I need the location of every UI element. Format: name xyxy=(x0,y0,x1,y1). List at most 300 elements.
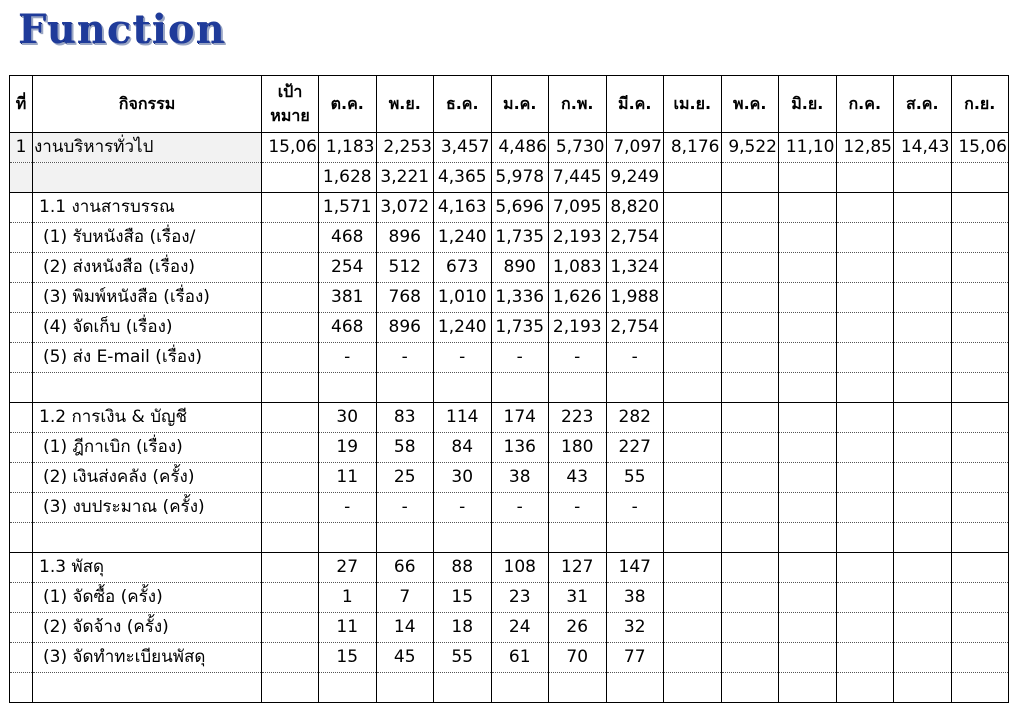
cell-month-value xyxy=(951,673,1009,703)
cell-month-value xyxy=(721,613,779,643)
cell-month-value xyxy=(779,613,837,643)
cell-month-value: 84 xyxy=(434,433,492,463)
cell-month-value: 58 xyxy=(376,433,434,463)
cell-month-value xyxy=(721,583,779,613)
cell-month-value xyxy=(836,403,894,433)
cell-no xyxy=(10,673,33,703)
cell-month-value: 890 xyxy=(491,253,549,283)
cell-month-value xyxy=(721,553,779,583)
header-month: ก.ค. xyxy=(836,76,894,133)
cell-month-value xyxy=(951,193,1009,223)
cell-target xyxy=(262,583,319,613)
cell-month-value xyxy=(664,463,722,493)
cell-month-value xyxy=(779,313,837,343)
cell-activity: (1) จัดซื้อ (ครั้ง) xyxy=(33,583,262,613)
cell-month-value xyxy=(894,613,952,643)
table-row xyxy=(10,283,1009,313)
cell-no xyxy=(10,193,33,223)
cell-target xyxy=(262,553,319,583)
cell-no xyxy=(10,313,33,343)
cell-month-value: 1,010 xyxy=(434,283,492,313)
cell-activity: (2) เงินส่งคลัง (ครั้ง) xyxy=(33,463,262,493)
cell-activity: 1.2 การเงิน & บัญชี xyxy=(33,403,262,433)
cell-month-value: 2,193 xyxy=(549,313,607,343)
cell-month-value xyxy=(664,313,722,343)
cell-month-value xyxy=(606,673,664,703)
cell-month-value: 7,445 xyxy=(549,163,607,193)
cell-month-value: 45 xyxy=(376,643,434,673)
cell-target: 15,06 xyxy=(262,133,319,163)
cell-month-value xyxy=(951,583,1009,613)
cell-month-value: 7,095 xyxy=(549,193,607,223)
cell-month-value xyxy=(664,493,722,523)
cell-month-value: - xyxy=(376,343,434,373)
table-row xyxy=(10,343,1009,373)
cell-target xyxy=(262,523,319,553)
cell-month-value xyxy=(779,433,837,463)
cell-target xyxy=(262,223,319,253)
cell-month-value xyxy=(894,373,952,403)
cell-month-value xyxy=(721,433,779,463)
header-no: ที่ xyxy=(10,76,33,133)
cell-month-value xyxy=(836,163,894,193)
cell-month-value xyxy=(721,643,779,673)
cell-month-value: 31 xyxy=(549,583,607,613)
cell-no xyxy=(10,403,33,433)
cell-target xyxy=(262,373,319,403)
header-month: ส.ค. xyxy=(894,76,952,133)
cell-month-value: 1,988 xyxy=(606,283,664,313)
cell-month-value xyxy=(721,463,779,493)
cell-month-value: 1,626 xyxy=(549,283,607,313)
cell-month-value: 1,240 xyxy=(434,313,492,343)
cell-month-value: 9,249 xyxy=(606,163,664,193)
cell-month-value xyxy=(951,463,1009,493)
cell-month-value xyxy=(779,373,837,403)
cell-target xyxy=(262,493,319,523)
cell-activity: (1) ฎีกาเบิก (เรื่อง) xyxy=(33,433,262,463)
table-row xyxy=(10,493,1009,523)
cell-month-value xyxy=(951,343,1009,373)
cell-activity: (3) พิมพ์หนังสือ (เรื่อง) xyxy=(33,283,262,313)
cell-month-value xyxy=(606,523,664,553)
cell-month-value: 147 xyxy=(606,553,664,583)
cell-month-value: 8,820 xyxy=(606,193,664,223)
cell-month-value xyxy=(664,163,722,193)
table-row xyxy=(10,613,1009,643)
cell-month-value xyxy=(549,523,607,553)
cell-month-value xyxy=(779,583,837,613)
cell-month-value: 19 xyxy=(319,433,377,463)
cell-month-value xyxy=(721,313,779,343)
header-month: ต.ค. xyxy=(319,76,377,133)
cell-month-value: 896 xyxy=(376,313,434,343)
cell-month-value: 1,324 xyxy=(606,253,664,283)
cell-target xyxy=(262,163,319,193)
cell-activity xyxy=(33,673,262,703)
cell-month-value: - xyxy=(319,343,377,373)
cell-month-value xyxy=(836,613,894,643)
cell-activity: (2) จัดจ้าง (ครั้ง) xyxy=(33,613,262,643)
header-month: ก.ย. xyxy=(951,76,1009,133)
cell-month-value: 32 xyxy=(606,613,664,643)
cell-no xyxy=(10,283,33,313)
cell-activity: (5) ส่ง E-mail (เรื่อง) xyxy=(33,343,262,373)
cell-month-value: 1,183 xyxy=(319,133,377,163)
cell-month-value xyxy=(951,433,1009,463)
cell-month-value xyxy=(779,283,837,313)
cell-month-value xyxy=(606,373,664,403)
cell-no xyxy=(10,553,33,583)
cell-month-value: 43 xyxy=(549,463,607,493)
table-row xyxy=(10,403,1009,433)
cell-month-value: 5,696 xyxy=(491,193,549,223)
cell-month-value xyxy=(319,373,377,403)
cell-month-value xyxy=(836,433,894,463)
cell-month-value: 7 xyxy=(376,583,434,613)
cell-month-value xyxy=(894,313,952,343)
cell-month-value xyxy=(376,373,434,403)
cell-month-value xyxy=(779,523,837,553)
cell-month-value xyxy=(951,373,1009,403)
cell-activity: 1.3 พัสดุ xyxy=(33,553,262,583)
cell-month-value: - xyxy=(491,343,549,373)
cell-month-value: 282 xyxy=(606,403,664,433)
cell-month-value: 227 xyxy=(606,433,664,463)
cell-month-value: 11,10 xyxy=(779,133,837,163)
cell-month-value xyxy=(721,493,779,523)
cell-activity xyxy=(33,163,262,193)
cell-target xyxy=(262,283,319,313)
cell-month-value: 9,522 xyxy=(721,133,779,163)
cell-month-value xyxy=(721,223,779,253)
cell-month-value xyxy=(721,343,779,373)
cell-no xyxy=(10,493,33,523)
cell-month-value: 24 xyxy=(491,613,549,643)
table-row xyxy=(10,313,1009,343)
cell-month-value xyxy=(836,673,894,703)
cell-month-value: 174 xyxy=(491,403,549,433)
cell-no xyxy=(10,163,33,193)
cell-month-value xyxy=(721,673,779,703)
cell-month-value xyxy=(836,343,894,373)
cell-month-value xyxy=(836,283,894,313)
cell-month-value: 38 xyxy=(491,463,549,493)
cell-target xyxy=(262,643,319,673)
cell-month-value: 127 xyxy=(549,553,607,583)
cell-month-value: 468 xyxy=(319,223,377,253)
cell-month-value xyxy=(951,493,1009,523)
cell-month-value: 1,735 xyxy=(491,223,549,253)
cell-month-value xyxy=(434,373,492,403)
function-table xyxy=(9,75,1009,703)
cell-month-value: 11 xyxy=(319,463,377,493)
cell-month-value xyxy=(894,343,952,373)
cell-activity: งานบริหารทั่วไป xyxy=(33,133,262,163)
cell-month-value xyxy=(836,583,894,613)
cell-month-value xyxy=(951,283,1009,313)
cell-month-value: 1,240 xyxy=(434,223,492,253)
cell-month-value: 11 xyxy=(319,613,377,643)
cell-activity: (4) จัดเก็บ (เรื่อง) xyxy=(33,313,262,343)
cell-month-value: 18 xyxy=(434,613,492,643)
header-month: เม.ย. xyxy=(664,76,722,133)
cell-month-value: 55 xyxy=(434,643,492,673)
cell-month-value xyxy=(664,373,722,403)
header-month: พ.ย. xyxy=(376,76,434,133)
cell-month-value xyxy=(951,253,1009,283)
cell-month-value xyxy=(664,643,722,673)
cell-target xyxy=(262,313,319,343)
table-row xyxy=(10,193,1009,223)
cell-month-value xyxy=(549,673,607,703)
cell-month-value xyxy=(779,553,837,583)
cell-month-value: 8,176 xyxy=(664,133,722,163)
cell-month-value xyxy=(836,493,894,523)
cell-month-value xyxy=(664,433,722,463)
cell-month-value: 30 xyxy=(434,463,492,493)
header-month: ก.พ. xyxy=(549,76,607,133)
cell-month-value xyxy=(664,553,722,583)
cell-month-value xyxy=(664,193,722,223)
cell-month-value: 1,571 xyxy=(319,193,377,223)
cell-month-value xyxy=(721,193,779,223)
cell-month-value: 5,978 xyxy=(491,163,549,193)
table-row xyxy=(10,583,1009,613)
header-month: มี.ค. xyxy=(606,76,664,133)
cell-month-value xyxy=(894,253,952,283)
header-month: พ.ค. xyxy=(721,76,779,133)
table-row xyxy=(10,223,1009,253)
cell-month-value xyxy=(894,643,952,673)
table-header xyxy=(10,76,1009,133)
cell-month-value: 14 xyxy=(376,613,434,643)
cell-month-value: 1,628 xyxy=(319,163,377,193)
cell-month-value: 1 xyxy=(319,583,377,613)
cell-month-value: - xyxy=(434,493,492,523)
cell-month-value: 254 xyxy=(319,253,377,283)
header-month: มิ.ย. xyxy=(779,76,837,133)
cell-month-value xyxy=(836,313,894,343)
cell-month-value: 4,486 xyxy=(491,133,549,163)
cell-month-value xyxy=(664,283,722,313)
cell-target xyxy=(262,673,319,703)
cell-month-value xyxy=(721,283,779,313)
cell-month-value: 1,735 xyxy=(491,313,549,343)
cell-month-value: 768 xyxy=(376,283,434,313)
cell-month-value xyxy=(779,673,837,703)
cell-target xyxy=(262,433,319,463)
cell-month-value: 38 xyxy=(606,583,664,613)
cell-month-value: 896 xyxy=(376,223,434,253)
cell-month-value: 2,253 xyxy=(376,133,434,163)
cell-month-value xyxy=(664,223,722,253)
cell-month-value: 2,754 xyxy=(606,313,664,343)
cell-month-value xyxy=(894,493,952,523)
cell-month-value xyxy=(951,403,1009,433)
cell-month-value: 27 xyxy=(319,553,377,583)
cell-month-value: 180 xyxy=(549,433,607,463)
cell-month-value: - xyxy=(376,493,434,523)
cell-month-value: 108 xyxy=(491,553,549,583)
cell-month-value xyxy=(779,493,837,523)
table-row xyxy=(10,673,1009,703)
cell-month-value xyxy=(664,253,722,283)
table-row xyxy=(10,463,1009,493)
cell-no xyxy=(10,613,33,643)
cell-target xyxy=(262,193,319,223)
cell-month-value: - xyxy=(549,493,607,523)
cell-month-value xyxy=(894,433,952,463)
cell-month-value: 12,85 xyxy=(836,133,894,163)
cell-month-value: 55 xyxy=(606,463,664,493)
table-row xyxy=(10,163,1009,193)
cell-month-value xyxy=(721,403,779,433)
cell-target xyxy=(262,613,319,643)
header-month: ม.ค. xyxy=(491,76,549,133)
cell-no xyxy=(10,433,33,463)
cell-target xyxy=(262,403,319,433)
cell-month-value xyxy=(319,673,377,703)
cell-activity: (3) งบประมาณ (ครั้ง) xyxy=(33,493,262,523)
cell-month-value xyxy=(779,463,837,493)
cell-no xyxy=(10,343,33,373)
cell-month-value xyxy=(894,583,952,613)
cell-month-value xyxy=(894,403,952,433)
cell-activity: (1) รับหนังสือ (เรื่อง/ xyxy=(33,223,262,253)
cell-month-value: 2,754 xyxy=(606,223,664,253)
cell-month-value xyxy=(836,463,894,493)
cell-month-value xyxy=(836,253,894,283)
cell-no xyxy=(10,223,33,253)
cell-activity: (2) ส่งหนังสือ (เรื่อง) xyxy=(33,253,262,283)
cell-month-value: 2,193 xyxy=(549,223,607,253)
cell-month-value: 512 xyxy=(376,253,434,283)
table-row xyxy=(10,253,1009,283)
cell-month-value xyxy=(836,553,894,583)
cell-month-value xyxy=(894,553,952,583)
cell-month-value: 468 xyxy=(319,313,377,343)
cell-month-value xyxy=(779,253,837,283)
cell-month-value: 14,43 xyxy=(894,133,952,163)
cell-no xyxy=(10,583,33,613)
cell-month-value xyxy=(664,523,722,553)
cell-month-value: - xyxy=(434,343,492,373)
cell-month-value xyxy=(951,613,1009,643)
cell-month-value: 30 xyxy=(319,403,377,433)
cell-month-value: 77 xyxy=(606,643,664,673)
page-title: Function xyxy=(18,6,226,53)
cell-month-value xyxy=(664,403,722,433)
cell-activity: 1.1 งานสารบรรณ xyxy=(33,193,262,223)
cell-month-value: - xyxy=(549,343,607,373)
cell-month-value xyxy=(836,523,894,553)
cell-activity xyxy=(33,373,262,403)
cell-target xyxy=(262,253,319,283)
cell-month-value: 5,730 xyxy=(549,133,607,163)
cell-month-value xyxy=(836,223,894,253)
cell-month-value: 66 xyxy=(376,553,434,583)
cell-month-value: 1,083 xyxy=(549,253,607,283)
cell-month-value: 15,06 xyxy=(951,133,1009,163)
cell-month-value: - xyxy=(606,493,664,523)
cell-month-value xyxy=(721,163,779,193)
cell-month-value xyxy=(894,223,952,253)
cell-month-value xyxy=(894,193,952,223)
cell-month-value: - xyxy=(319,493,377,523)
cell-month-value: 83 xyxy=(376,403,434,433)
cell-month-value xyxy=(664,583,722,613)
cell-month-value xyxy=(491,373,549,403)
cell-month-value: 4,365 xyxy=(434,163,492,193)
cell-target xyxy=(262,463,319,493)
cell-month-value: 1,336 xyxy=(491,283,549,313)
cell-month-value xyxy=(376,523,434,553)
cell-month-value xyxy=(836,643,894,673)
cell-no xyxy=(10,463,33,493)
cell-month-value xyxy=(951,223,1009,253)
cell-month-value xyxy=(779,163,837,193)
cell-month-value xyxy=(951,163,1009,193)
cell-month-value xyxy=(836,193,894,223)
cell-month-value xyxy=(894,523,952,553)
cell-month-value xyxy=(779,643,837,673)
cell-month-value xyxy=(951,643,1009,673)
cell-month-value xyxy=(721,523,779,553)
table-row xyxy=(10,133,1009,163)
table-row xyxy=(10,643,1009,673)
cell-activity xyxy=(33,523,262,553)
cell-target xyxy=(262,343,319,373)
cell-month-value: 136 xyxy=(491,433,549,463)
cell-month-value xyxy=(434,673,492,703)
cell-month-value xyxy=(319,523,377,553)
cell-month-value xyxy=(721,373,779,403)
cell-month-value xyxy=(779,193,837,223)
table-row xyxy=(10,373,1009,403)
cell-month-value: 4,163 xyxy=(434,193,492,223)
cell-month-value: 15 xyxy=(434,583,492,613)
cell-month-value xyxy=(894,463,952,493)
cell-month-value: 70 xyxy=(549,643,607,673)
table-body xyxy=(10,133,1009,703)
cell-month-value xyxy=(894,283,952,313)
header-activity: กิจกรรม xyxy=(33,76,262,133)
cell-month-value: 381 xyxy=(319,283,377,313)
cell-month-value xyxy=(491,673,549,703)
cell-month-value: - xyxy=(491,493,549,523)
cell-month-value: 3,072 xyxy=(376,193,434,223)
cell-month-value: 88 xyxy=(434,553,492,583)
cell-month-value xyxy=(721,253,779,283)
table-row xyxy=(10,523,1009,553)
cell-no: 1 xyxy=(10,133,33,163)
cell-month-value: 26 xyxy=(549,613,607,643)
cell-month-value xyxy=(549,373,607,403)
table-row xyxy=(10,433,1009,463)
cell-no xyxy=(10,523,33,553)
cell-month-value xyxy=(779,403,837,433)
cell-month-value xyxy=(779,223,837,253)
cell-no xyxy=(10,253,33,283)
cell-no xyxy=(10,373,33,403)
cell-month-value xyxy=(836,373,894,403)
cell-month-value: 15 xyxy=(319,643,377,673)
cell-month-value: 114 xyxy=(434,403,492,433)
header-month: ธ.ค. xyxy=(434,76,492,133)
cell-activity: (3) จัดทำทะเบียนพัสดุ xyxy=(33,643,262,673)
cell-month-value xyxy=(376,673,434,703)
